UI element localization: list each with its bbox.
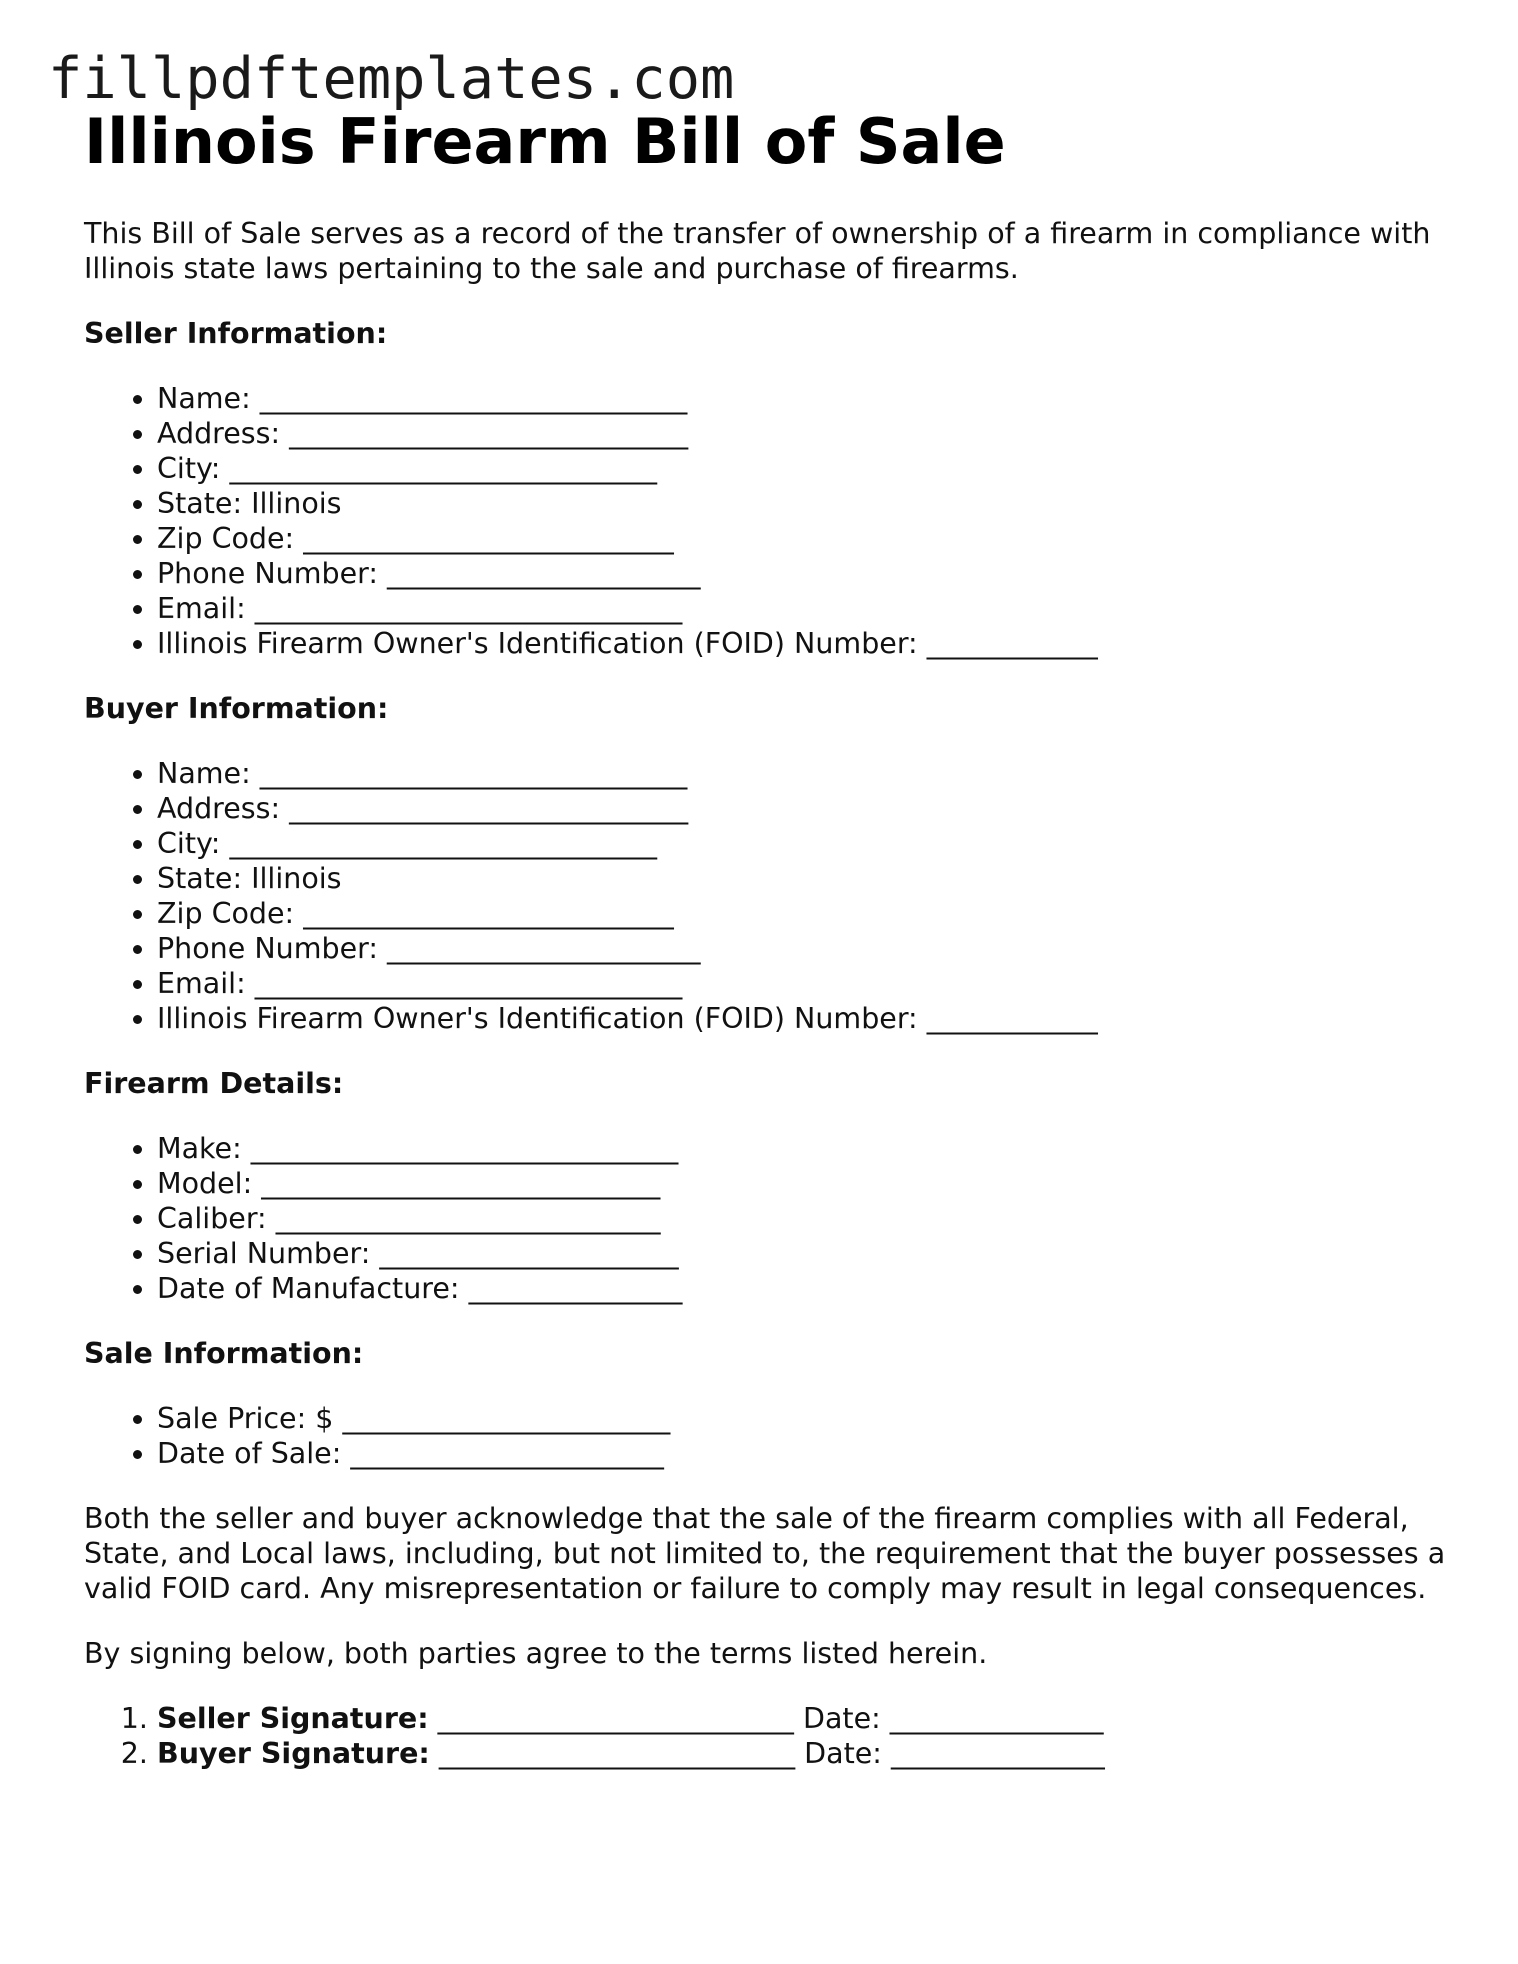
seller-signature-label: Seller Signature: bbox=[157, 1702, 429, 1735]
acknowledgement-paragraph: Both the seller and buyer acknowledge that the sale of the firearm complies with all Federal, State, and Local laws, including, but not limited to, the requirement that the buyer possesses a valid FOID card. Any misrepresentation or failure to comply may result in legal consequences. bbox=[84, 1502, 1446, 1605]
signature-list bbox=[84, 1701, 1464, 1771]
buyer-signature-blank: _________________________ Date: _______________ bbox=[429, 1737, 1105, 1770]
sale-price-field: • Sale Price: $ _______________________ bbox=[157, 1401, 1464, 1436]
buyer-city-field: • City: ______________________________ bbox=[157, 826, 1464, 861]
buyer-section-heading: Buyer Information: bbox=[84, 692, 389, 725]
seller-state-field: • State: Illinois bbox=[157, 486, 1464, 521]
buyer-foid-field: • Illinois Firearm Owner's Identification (FOID) Number: ____________ bbox=[157, 1001, 1464, 1036]
buyer-state-field: • State: Illinois bbox=[157, 861, 1464, 896]
seller-foid-field: • Illinois Firearm Owner's Identification (FOID) Number: ____________ bbox=[157, 626, 1464, 661]
sale-date-field: • Date of Sale: ______________________ bbox=[157, 1436, 1464, 1471]
buyer-signature-line bbox=[157, 1736, 1464, 1771]
buyer-signature-label: Buyer Signature: bbox=[157, 1737, 430, 1770]
seller-address-field: • Address: ____________________________ bbox=[157, 416, 1464, 451]
firearm-manufacture-date-field: • Date of Manufacture: _______________ bbox=[157, 1271, 1464, 1306]
firearm-model-field: • Model: ____________________________ bbox=[157, 1166, 1464, 1201]
seller-signature-line bbox=[157, 1701, 1464, 1736]
seller-section-heading: Seller Information: bbox=[84, 317, 388, 350]
seller-field-list bbox=[84, 381, 1464, 661]
seller-phone-field: • Phone Number: ______________________ bbox=[157, 556, 1464, 591]
watermark-text: fillpdftemplates.com bbox=[48, 46, 735, 112]
seller-signature-blank: _________________________ Date: _______________ bbox=[428, 1702, 1104, 1735]
agreement-paragraph: By signing below, both parties agree to the terms listed herein. bbox=[84, 1637, 988, 1670]
firearm-caliber-field: • Caliber: ___________________________ bbox=[157, 1201, 1464, 1236]
seller-name-field: • Name: ______________________________ bbox=[157, 381, 1464, 416]
seller-zip-field: • Zip Code: __________________________ bbox=[157, 521, 1464, 556]
document-title: Illinois Firearm Bill of Sale bbox=[84, 105, 1006, 178]
buyer-name-field: • Name: ______________________________ bbox=[157, 756, 1464, 791]
buyer-phone-field: • Phone Number: ______________________ bbox=[157, 931, 1464, 966]
buyer-field-list bbox=[84, 756, 1464, 1036]
buyer-email-field: • Email: ______________________________ bbox=[157, 966, 1464, 1001]
firearm-serial-field: • Serial Number: _____________________ bbox=[157, 1236, 1464, 1271]
sale-field-list bbox=[84, 1401, 1464, 1471]
firearm-make-field: • Make: ______________________________ bbox=[157, 1131, 1464, 1166]
firearm-field-list bbox=[84, 1131, 1464, 1306]
firearm-section-heading: Firearm Details: bbox=[84, 1067, 344, 1100]
intro-paragraph: This Bill of Sale serves as a record of the transfer of ownership of a firearm in compliance with Illinois state laws pertaining to the sale and purchase of firearms. bbox=[84, 217, 1431, 285]
sale-section-heading: Sale Information: bbox=[84, 1337, 364, 1370]
document-body bbox=[84, 104, 1464, 1771]
seller-email-field: • Email: ______________________________ bbox=[157, 591, 1464, 626]
buyer-address-field: • Address: ____________________________ bbox=[157, 791, 1464, 826]
buyer-zip-field: • Zip Code: __________________________ bbox=[157, 896, 1464, 931]
seller-city-field: • City: ______________________________ bbox=[157, 451, 1464, 486]
